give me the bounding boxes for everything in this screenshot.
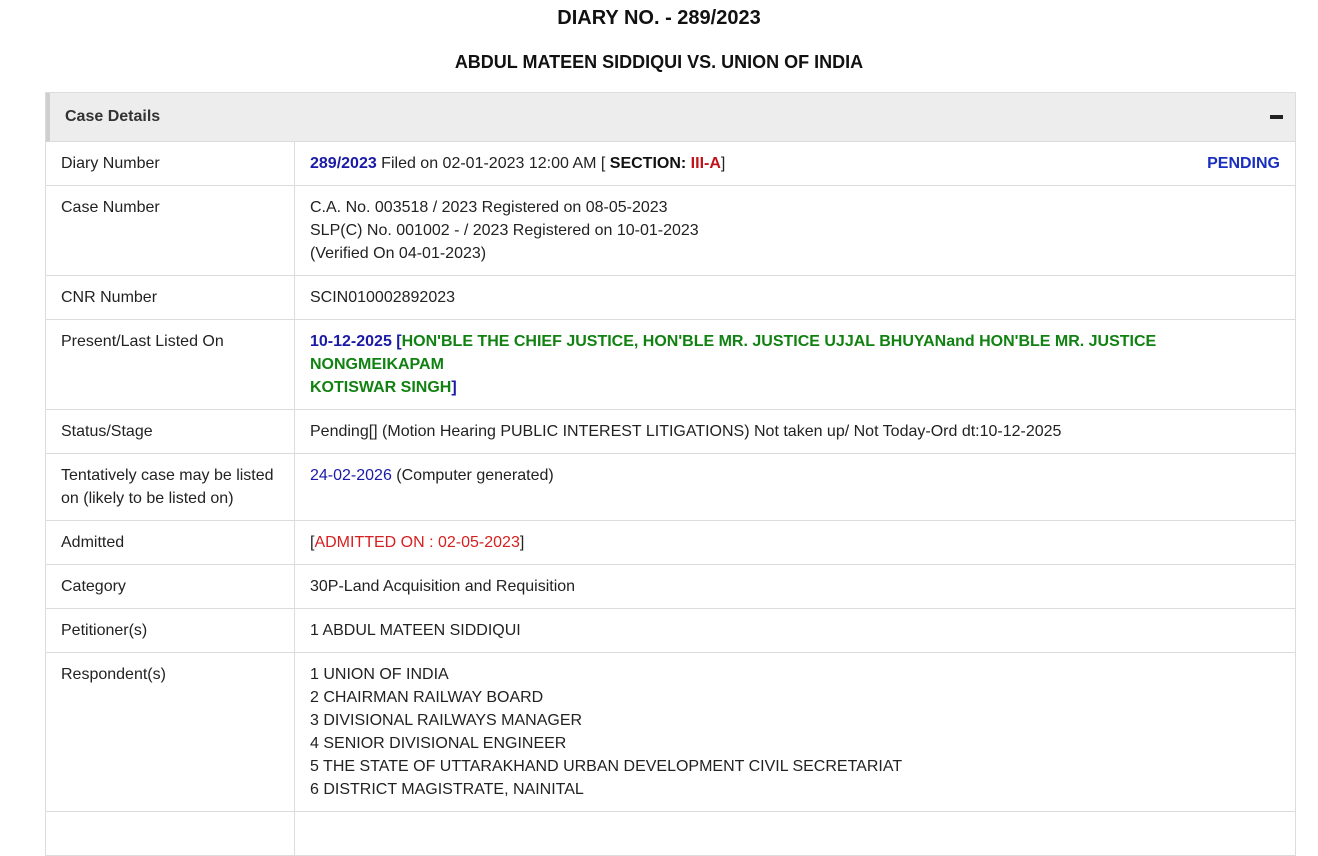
- respondent-item: 5 THE STATE OF UTTARAKHAND URBAN DEVELOPMENT CIVIL SECRETARIAT: [310, 758, 903, 775]
- value-status-stage: Pending[] (Motion Hearing PUBLIC INTEREST LITIGATIONS) Not taken up/ Not Today-Ord dt:10-12-2025: [295, 410, 1296, 454]
- respondent-item: 2 CHAIRMAN RAILWAY BOARD: [310, 689, 544, 706]
- label-admitted: Admitted: [46, 521, 295, 565]
- row-tentative-listing: [46, 454, 1295, 521]
- listed-date: 10-12-2025: [310, 333, 392, 350]
- case-details-panel: [45, 92, 1296, 856]
- label-petitioners: Petitioner(s): [46, 609, 295, 653]
- section-value: III-A: [690, 155, 721, 172]
- admitted-open: [: [310, 534, 315, 551]
- label-tentative-line2: on (likely to be listed on): [61, 490, 234, 507]
- label-respondents: Respondent(s): [46, 653, 295, 812]
- label-diary-number: Diary Number: [46, 142, 295, 186]
- bench-names: HON'BLE THE CHIEF JUSTICE, HON'BLE MR. JUSTICE UJJAL BHUYANand HON'BLE MR. JUSTICE NONGMEIKAPAM: [310, 333, 1157, 373]
- case-number-line: SLP(C) No. 001002 - / 2023 Registered on 10-01-2023: [310, 222, 699, 239]
- tentative-note: (Computer generated): [391, 467, 554, 484]
- listed-open-bracket: [: [391, 333, 402, 350]
- value-category: 30P-Land Acquisition and Requisition: [295, 565, 1296, 609]
- case-details-title: Case Details: [65, 108, 161, 125]
- status-badge: PENDING: [1207, 155, 1280, 172]
- page-header: [0, 0, 1318, 77]
- filed-on-text: Filed on 02-01-2023 12:00 AM [: [376, 155, 610, 172]
- section-close: ]: [720, 155, 726, 172]
- minus-icon[interactable]: [1270, 115, 1283, 119]
- label-cnr-number: CNR Number: [46, 276, 295, 320]
- section-label: SECTION:: [609, 155, 691, 172]
- value-tentative-listing: [295, 454, 1296, 521]
- value-respondents: [295, 653, 1296, 812]
- row-diary-number: [46, 142, 1295, 186]
- value-admitted: [295, 521, 1296, 565]
- row-category: [46, 565, 1295, 609]
- label-next: [46, 812, 295, 856]
- row-case-number: [46, 186, 1295, 276]
- label-tentative-line1: Tentatively case may be listed: [61, 467, 274, 484]
- respondent-item: 4 SENIOR DIVISIONAL ENGINEER: [310, 735, 567, 752]
- bench-names-cont: KOTISWAR SINGH: [310, 379, 452, 396]
- case-number-line: (Verified On 04-01-2023): [310, 245, 487, 262]
- petitioner-item: 1 ABDUL MATEEN SIDDIQUI: [310, 622, 521, 639]
- respondent-item: 3 DIVISIONAL RAILWAYS MANAGER: [310, 712, 583, 729]
- respondent-item: 6 DISTRICT MAGISTRATE, NAINITAL: [310, 781, 584, 798]
- value-case-number: [295, 186, 1296, 276]
- diary-title: DIARY NO. - 289/2023: [557, 7, 761, 29]
- row-present-last-listed: [46, 320, 1295, 410]
- tentative-date: 24-02-2026: [310, 467, 392, 484]
- case-details-header[interactable]: [46, 93, 1295, 142]
- admitted-close: ]: [519, 534, 525, 551]
- case-details-table: [46, 142, 1295, 856]
- label-case-number: Case Number: [46, 186, 295, 276]
- row-cnr-number: [46, 276, 1295, 320]
- value-cnr-number: SCIN010002892023: [295, 276, 1296, 320]
- respondent-item: 1 UNION OF INDIA: [310, 666, 449, 683]
- row-next: [46, 812, 1295, 856]
- value-petitioners: [295, 609, 1296, 653]
- value-diary-number: [295, 142, 1296, 186]
- row-respondents: [46, 653, 1295, 812]
- listed-close-bracket: ]: [451, 379, 457, 396]
- row-admitted: [46, 521, 1295, 565]
- row-status-stage: [46, 410, 1295, 454]
- diary-number: 289/2023: [310, 155, 377, 172]
- case-title: ABDUL MATEEN SIDDIQUI VS. UNION OF INDIA: [454, 52, 864, 72]
- label-present-last-listed: Present/Last Listed On: [46, 320, 295, 410]
- label-category: Category: [46, 565, 295, 609]
- label-tentative-listing: [46, 454, 295, 521]
- label-status-stage: Status/Stage: [46, 410, 295, 454]
- admitted-text: ADMITTED ON : 02-05-2023: [314, 534, 520, 551]
- case-number-line: C.A. No. 003518 / 2023 Registered on 08-05-2023: [310, 199, 668, 216]
- row-petitioners: [46, 609, 1295, 653]
- value-next: [295, 812, 1296, 856]
- value-present-last-listed: [295, 320, 1296, 410]
